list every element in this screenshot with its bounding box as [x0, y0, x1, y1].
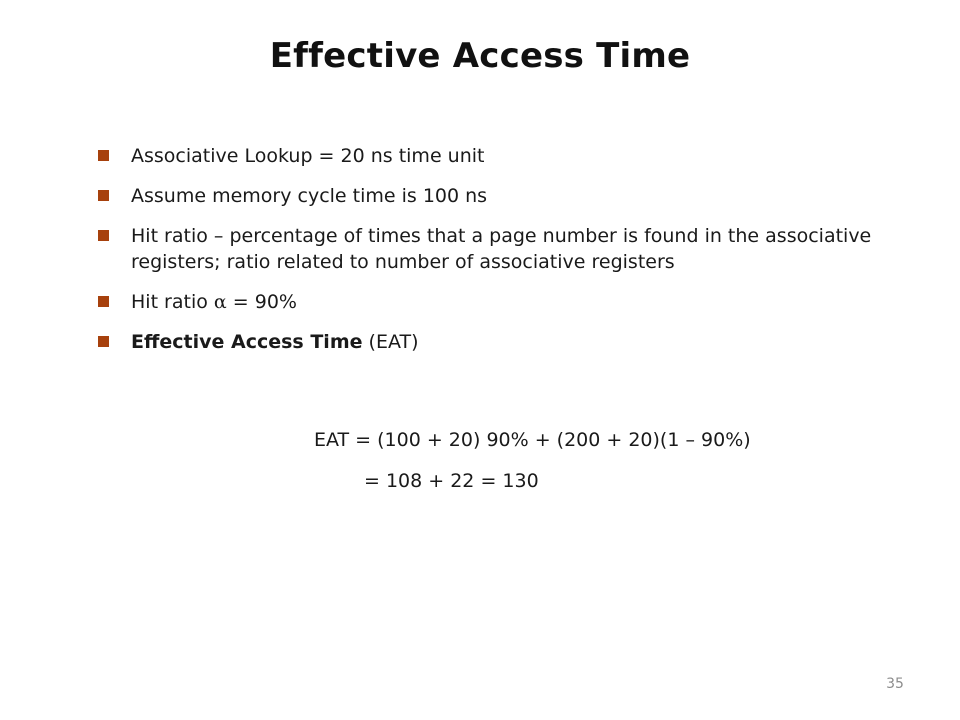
square-bullet-icon	[98, 296, 109, 307]
square-bullet-icon	[98, 150, 109, 161]
equation-result-line: = 108 + 22 = 130	[364, 470, 539, 492]
bullet-text-bold: Effective Access Time	[131, 331, 363, 353]
square-bullet-icon	[98, 190, 109, 201]
bullet-text-prefix: Hit ratio	[131, 291, 214, 313]
bullet-item	[98, 329, 878, 355]
page-number: 35	[886, 676, 904, 692]
square-bullet-icon	[98, 336, 109, 347]
bullet-item	[98, 183, 878, 209]
bullet-text: Hit ratio – percentage of times that a page number is found in the associative registers; ratio related to number of associative registers	[131, 225, 872, 273]
bullet-text-suffix: = 90%	[226, 291, 297, 313]
equation-line: EAT = (100 + 20) 90% + (200 + 20)(1 – 90%)	[314, 429, 751, 451]
slide-title: Effective Access Time	[269, 36, 691, 76]
bullet-item	[98, 289, 878, 315]
bullet-list	[98, 143, 878, 369]
bullet-text-rest: (EAT)	[362, 331, 419, 353]
bullet-item	[98, 223, 878, 275]
bullet-item	[98, 143, 878, 169]
alpha-symbol: α	[213, 291, 227, 313]
bullet-text: Assume memory cycle time is 100 ns	[131, 185, 488, 207]
bullet-text: Associative Lookup = 20 ns time unit	[131, 145, 485, 167]
square-bullet-icon	[98, 230, 109, 241]
